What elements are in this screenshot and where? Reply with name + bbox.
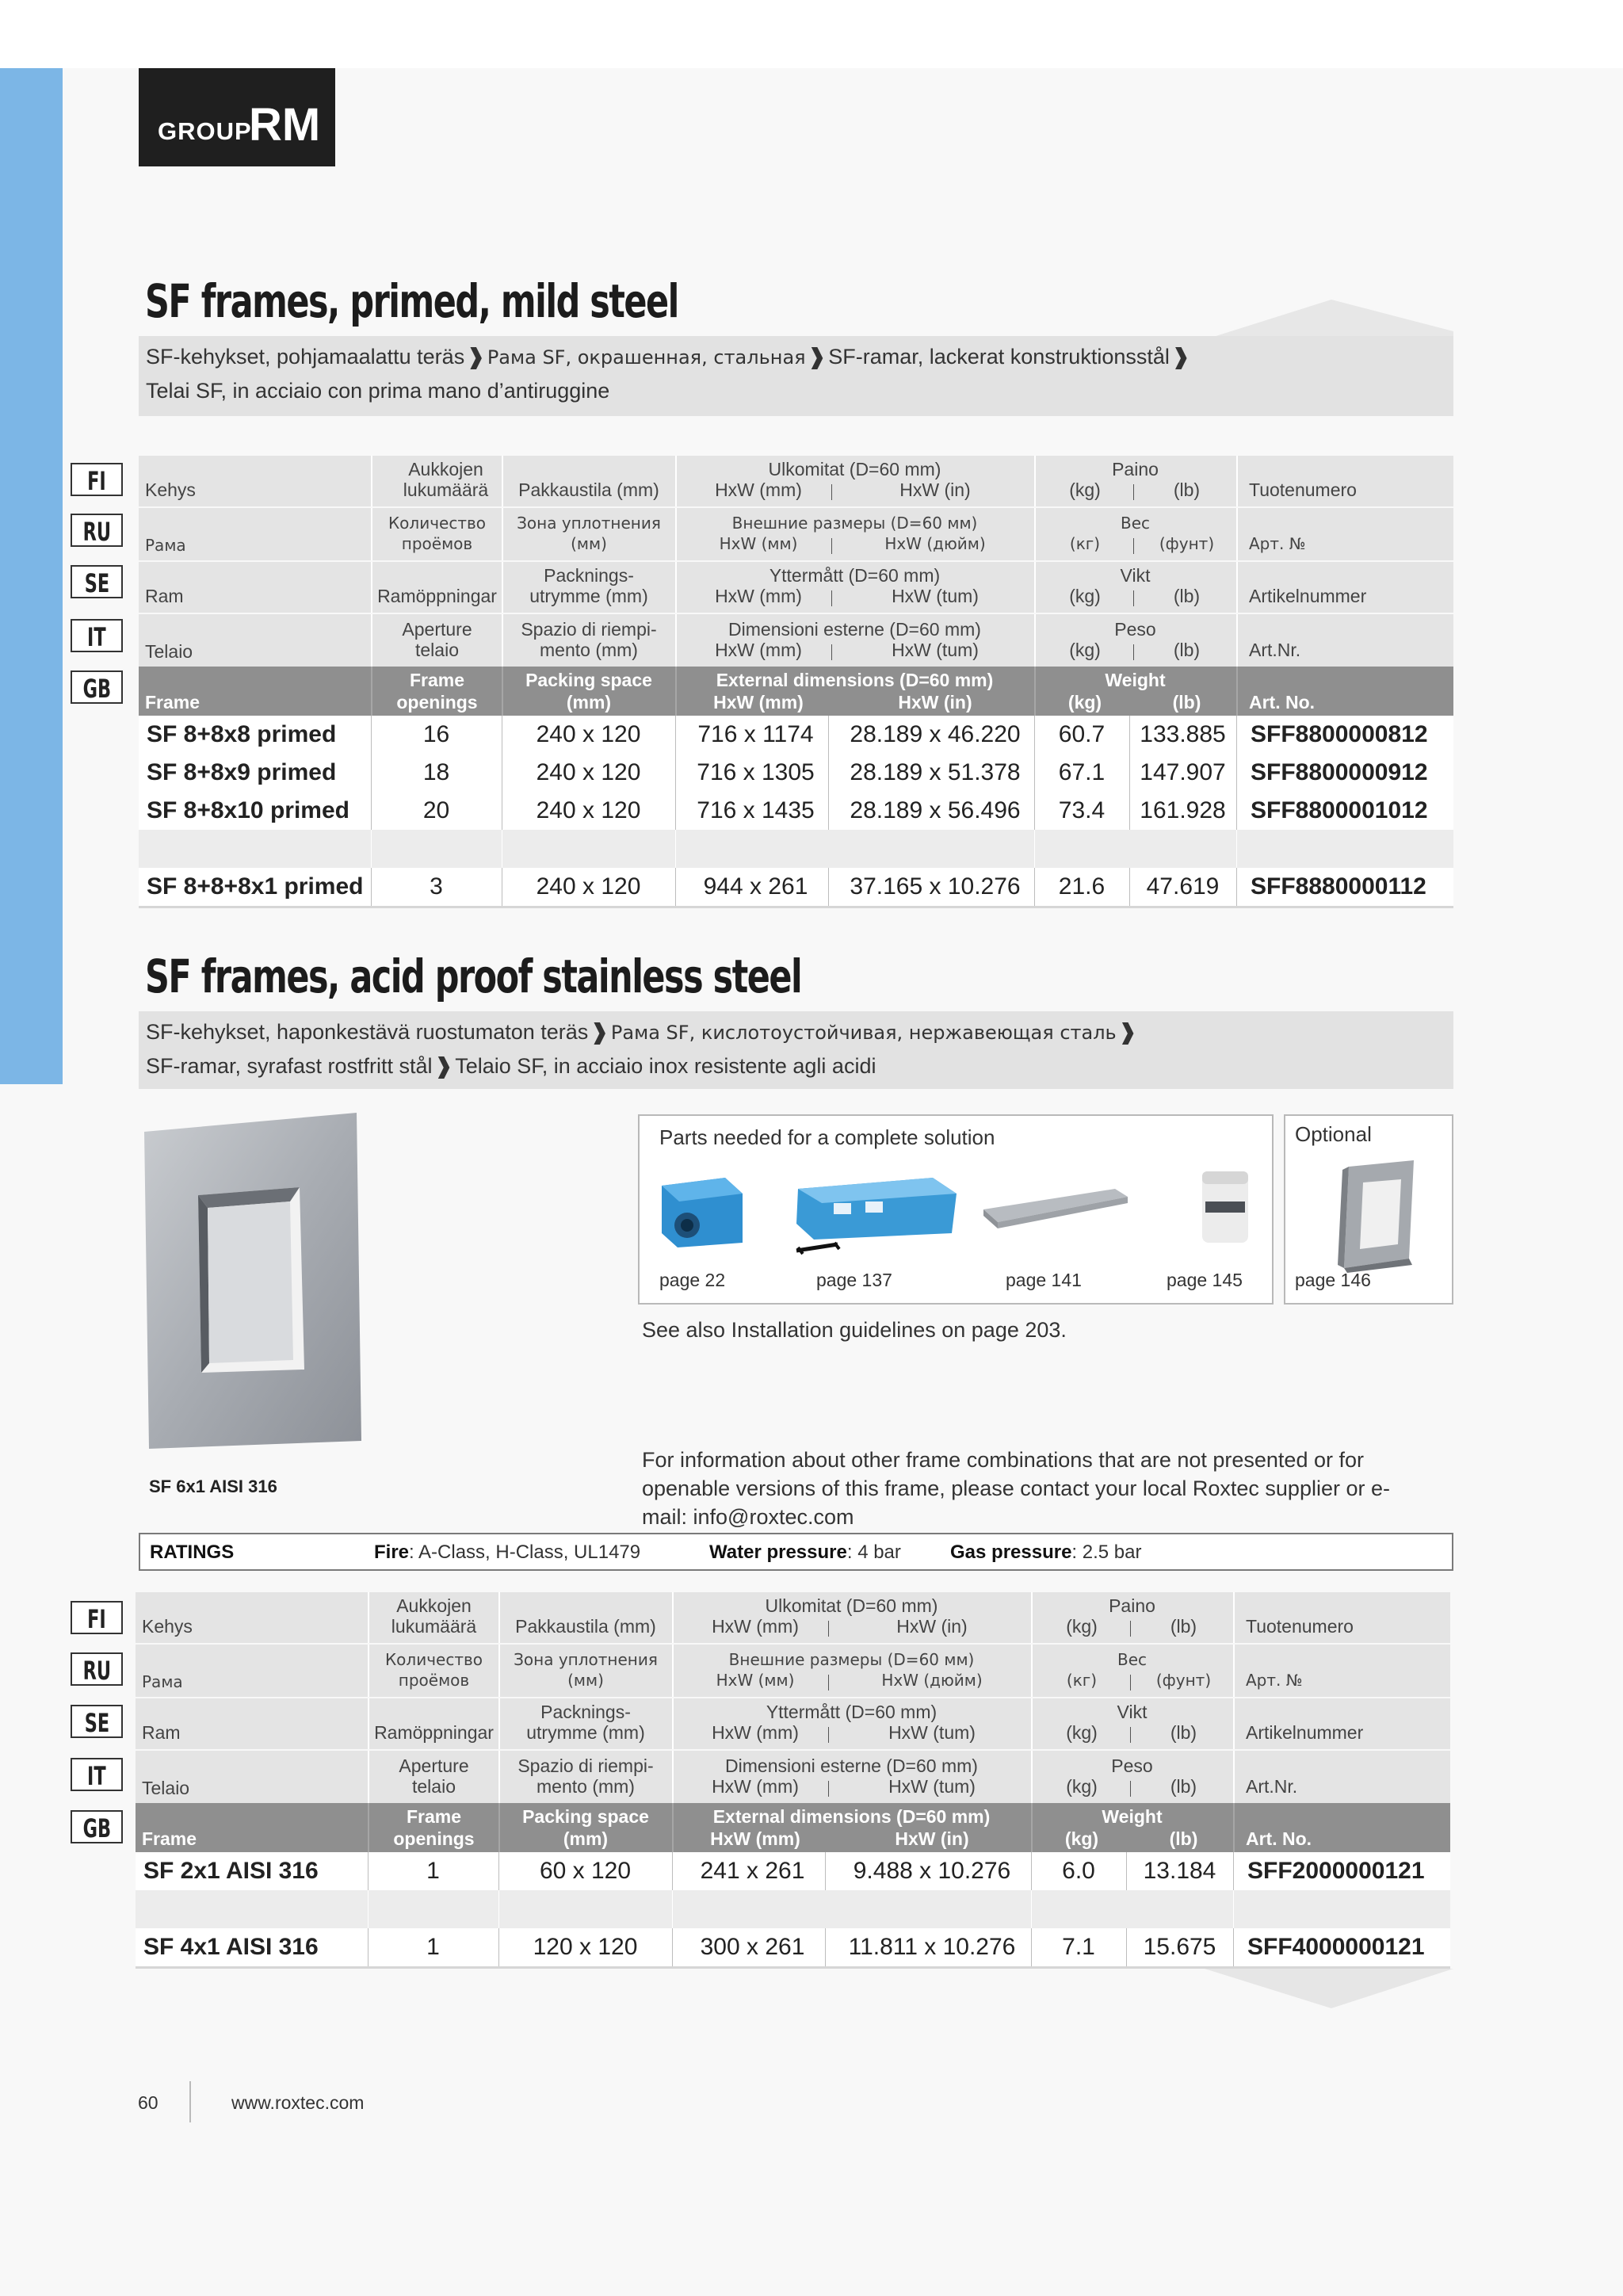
hdr-packing: Pakkaustila (mm) [518, 479, 659, 500]
hdr-frame: Telaio [142, 1778, 190, 1798]
hdr-hxw-in: HxW (in) [898, 692, 972, 712]
lubricant-jar-icon [1194, 1163, 1258, 1251]
part-page-2: page 137 [816, 1270, 892, 1290]
separator-icon: ❱ [434, 1054, 453, 1078]
cell-art: SFF4000000121 [1247, 1934, 1425, 1960]
header-row-fi [139, 456, 1453, 506]
hdr-kg: (kg) [1064, 1828, 1099, 1849]
cell-name: SF 8+8x8 primed [147, 721, 337, 747]
separator-icon: ❱ [467, 345, 485, 369]
hdr-hxw-mm: HxW (mm) [715, 640, 802, 660]
header-row-fi [136, 1592, 1450, 1643]
hdr-hxw-in: HxW (дюйм) [884, 534, 986, 553]
lang-ru: RU [71, 1652, 123, 1686]
cell-lb: 15.675 [1143, 1934, 1216, 1960]
cell-kg: 21.6 [1058, 873, 1106, 900]
cell-hxw-in: 9.488 x 10.276 [853, 1858, 1011, 1884]
header-row-gb [136, 1803, 1450, 1852]
lang-se: SE [71, 1705, 123, 1738]
hdr-external: Ulkomitat (D=60 mm) [768, 459, 941, 479]
lang-gb: GB [71, 1810, 123, 1843]
cell-packing: 120 x 120 [533, 1934, 638, 1960]
hdr-openings-2: openings [396, 692, 478, 712]
section2-title: SF frames, acid proof stainless steel [145, 949, 802, 1003]
cell-lb: 47.619 [1146, 873, 1220, 900]
subtitle-it: Telai SF, in acciaio con prima mano d’antiruggine [146, 379, 610, 403]
separator-icon: ❱ [1171, 345, 1190, 369]
hdr-kg: (kg) [1067, 692, 1102, 712]
header-row-se [139, 562, 1453, 613]
cell-hxw-mm: 944 x 261 [703, 873, 808, 900]
hdr-hxw-in: HxW (дюйм) [881, 1671, 983, 1690]
cell-openings: 16 [422, 721, 450, 747]
hdr-frame: Ram [142, 1722, 181, 1743]
cell-openings: 1 [426, 1934, 440, 1960]
hdr-kg: (kg) [1066, 1776, 1098, 1797]
table-row [136, 1852, 1450, 1890]
cell-lb: 13.184 [1143, 1858, 1216, 1884]
section1-subtitle [146, 340, 1193, 407]
hdr-openings-2: openings [393, 1828, 475, 1849]
hdr-openings-2: проёмов [401, 534, 473, 553]
hdr-art: Арт. № [1246, 1671, 1303, 1690]
table-row-spacer [136, 1890, 1450, 1928]
hdr-packing-1: Зона уплотнения [514, 1650, 658, 1669]
hdr-hxw-mm: HxW (mm) [715, 586, 802, 606]
separator-icon: ❱ [1118, 1020, 1137, 1044]
part-page-1: page 22 [659, 1270, 726, 1290]
hdr-kg: (kg) [1069, 640, 1101, 660]
hdr-frame: Рама [142, 1672, 183, 1691]
cell-hxw-in: 28.189 x 56.496 [850, 797, 1021, 823]
hdr-packing-1: Packing space [525, 670, 652, 690]
hdr-hxw-mm: HxW (mm) [713, 692, 804, 712]
ratings-label: RATINGS [150, 1541, 235, 1563]
hdr-hxw-in: HxW (tum) [892, 640, 979, 660]
cell-packing: 240 x 120 [536, 721, 641, 747]
lang-fi: FI [71, 1601, 123, 1634]
hdr-weight: Peso [1111, 1755, 1153, 1776]
cell-kg: 60.7 [1058, 721, 1106, 747]
optional-frame-icon [1331, 1156, 1426, 1274]
hdr-art: Tuotenumero [1249, 479, 1357, 500]
hdr-lb: (lb) [1173, 479, 1201, 500]
hdr-packing-2: mento (mm) [540, 640, 638, 660]
hdr-hxw-mm: HxW (mm) [712, 1616, 799, 1637]
rating-water: Water pressure: 4 bar [709, 1541, 901, 1563]
hdr-art: Арт. № [1249, 534, 1306, 553]
hdr-lb: (фунт) [1155, 1671, 1212, 1690]
parts-box [638, 1114, 1274, 1305]
hdr-kg: (kg) [1069, 586, 1101, 606]
hdr-packing-2: utrymme (mm) [526, 1722, 645, 1743]
ratings-bar [139, 1533, 1453, 1571]
cell-art: SFF8800000812 [1251, 721, 1428, 747]
table-row [136, 1928, 1450, 1966]
hdr-art: Artikelnummer [1249, 586, 1367, 606]
part-page-3: page 141 [1006, 1270, 1082, 1290]
hdr-art: Art.Nr. [1246, 1776, 1298, 1797]
subtitle-fi: SF-kehykset, pohjamaalattu teräs [146, 345, 465, 369]
hdr-lb: (фунт) [1159, 534, 1215, 553]
cell-openings: 3 [430, 873, 443, 900]
hdr-art: Art. No. [1246, 1828, 1312, 1849]
optional-box [1284, 1114, 1453, 1305]
hdr-external: Dimensioni esterne (D=60 mm) [725, 1755, 978, 1776]
hdr-hxw-in: HxW (in) [895, 1828, 969, 1849]
lang-it: IT [71, 619, 123, 652]
table-row [139, 754, 1453, 792]
hdr-external: Yttermått (D=60 mm) [766, 1702, 938, 1722]
hdr-packing-2: (мм) [571, 534, 607, 553]
hdr-openings-2: Ramöppningar [374, 1722, 494, 1743]
header-row-se [136, 1698, 1450, 1749]
hdr-lb: (lb) [1170, 1722, 1197, 1743]
cell-hxw-in: 28.189 x 46.220 [850, 721, 1021, 747]
cell-hxw-mm: 716 x 1435 [697, 797, 815, 823]
group-tag [139, 68, 335, 166]
header-row-it [136, 1751, 1450, 1803]
parts-title: Parts needed for a complete solution [659, 1125, 995, 1149]
hdr-kg: (kg) [1066, 1616, 1098, 1637]
hdr-hxw-in: HxW (tum) [888, 1776, 976, 1797]
footer-url[interactable]: www.roxtec.com [231, 2092, 365, 2113]
subtitle-se: SF-ramar, syrafast rostfritt stål [146, 1054, 433, 1078]
hdr-lb: (lb) [1170, 1776, 1197, 1797]
hdr-frame: Frame [142, 1828, 197, 1849]
cell-packing: 60 x 120 [539, 1858, 632, 1884]
cell-name: SF 8+8+8x1 primed [147, 873, 364, 900]
blue-side-band [0, 68, 63, 1084]
hdr-frame: Рама [145, 536, 186, 555]
cell-openings: 18 [422, 759, 450, 785]
hdr-art: Artikelnummer [1246, 1722, 1364, 1743]
cell-kg: 67.1 [1058, 759, 1106, 785]
footer-divider [189, 2081, 191, 2122]
hdr-art: Tuotenumero [1246, 1616, 1354, 1637]
subtitle-ru: Рама SF, кислотоустойчивая, нержавеющая сталь [610, 1022, 1117, 1044]
cell-hxw-mm: 241 x 261 [700, 1858, 805, 1884]
hdr-lb: (lb) [1170, 1616, 1197, 1637]
cell-lb: 147.907 [1140, 759, 1226, 785]
hdr-openings-1: Количество [388, 514, 486, 533]
hdr-weight: Paino [1112, 459, 1159, 479]
cell-hxw-mm: 300 x 261 [700, 1934, 805, 1960]
photo-caption: SF 6x1 AISI 316 [149, 1477, 277, 1496]
decor-wedge-bottom [1205, 1969, 1458, 2008]
hdr-packing-2: (mm) [563, 1828, 609, 1849]
hdr-hxw-mm: HxW (mm) [710, 1828, 800, 1849]
cell-packing: 240 x 120 [536, 759, 641, 785]
hdr-hxw-in: HxW (in) [896, 1616, 968, 1637]
hdr-external: Внешние размеры (D=60 мм) [731, 514, 978, 533]
cell-hxw-mm: 716 x 1174 [697, 721, 814, 747]
hdr-packing-1: Packnings- [544, 565, 634, 586]
cell-art: SFF8880000112 [1251, 873, 1426, 900]
hdr-packing-1: Зона уплотнения [517, 514, 661, 533]
hdr-packing-1: Spazio di riempi- [517, 1755, 654, 1776]
hdr-packing-2: (mm) [566, 692, 612, 712]
hdr-kg: (кг) [1069, 534, 1101, 553]
subtitle-se: SF-ramar, lackerat konstruktionsstål [828, 345, 1170, 369]
subtitle-it: Telaio SF, in acciaio inox resistente agli acidi [455, 1054, 876, 1078]
cell-lb: 133.885 [1140, 721, 1226, 747]
hdr-lb: (lb) [1169, 1828, 1198, 1849]
header-row-it [139, 614, 1453, 667]
hdr-openings-2: lukumäärä [403, 479, 489, 500]
hdr-external: External dimensions (D=60 mm) [716, 670, 994, 690]
page-number: 60 [138, 2092, 158, 2113]
subtitle-ru: Рама SF, окрашенная, стальная [487, 346, 806, 369]
hdr-openings-1: Aperture [399, 1755, 469, 1776]
hdr-hxw-in: HxW (tum) [892, 586, 979, 606]
hdr-weight: Paino [1109, 1595, 1155, 1616]
lang-gb: GB [71, 670, 123, 704]
separator-icon: ❱ [590, 1020, 609, 1044]
hdr-weight: Weight [1105, 670, 1166, 690]
cell-hxw-in: 37.165 x 10.276 [850, 873, 1021, 900]
hdr-weight: Vikt [1117, 1702, 1148, 1722]
hdr-weight: Вес [1117, 1650, 1148, 1669]
cell-art: SFF8800000912 [1251, 759, 1428, 785]
hdr-art: Art.Nr. [1249, 640, 1301, 660]
lang-fi: FI [71, 463, 123, 496]
stayplate-icon [980, 1178, 1131, 1241]
part-page-4: page 145 [1167, 1270, 1243, 1290]
cell-hxw-in: 28.189 x 51.378 [850, 759, 1021, 785]
cell-name: SF 2x1 AISI 316 [143, 1858, 319, 1884]
hdr-lb: (lb) [1172, 692, 1201, 712]
transit-frame-icon [654, 1170, 749, 1249]
hdr-openings-1: Aukkojen [408, 459, 483, 479]
rating-fire: Fire: A-Class, H-Class, UL1479 [374, 1541, 641, 1563]
hdr-hxw-mm: HxW (mm) [712, 1722, 799, 1743]
table-row [139, 868, 1453, 906]
hdr-hxw-mm: HxW (mm) [712, 1776, 799, 1797]
hdr-packing-2: mento (mm) [537, 1776, 635, 1797]
hdr-packing-1: Packnings- [540, 1702, 631, 1722]
hdr-openings-1: Frame [409, 670, 465, 690]
group-code: RM [249, 99, 321, 151]
info-text: For information about other frame combinations that are not presented or for openable versions of this frame, please contact your local Roxtec supplier or e-mail: info@roxtec.com [642, 1448, 1390, 1529]
hdr-external: Dimensioni esterne (D=60 mm) [728, 619, 981, 640]
table-row [139, 792, 1453, 830]
header-row-gb [139, 667, 1453, 716]
hdr-weight: Weight [1102, 1806, 1163, 1827]
hdr-frame: Kehys [145, 479, 196, 500]
multidiameter-module-icon [790, 1171, 964, 1259]
hdr-hxw-mm: HxW (mm) [715, 479, 802, 500]
hdr-packing: Pakkaustila (mm) [515, 1616, 656, 1637]
hdr-weight: Вес [1120, 514, 1151, 533]
hdr-kg: (кг) [1066, 1671, 1098, 1690]
hdr-openings-2: Ramöppningar [377, 586, 497, 606]
hdr-external: Ulkomitat (D=60 mm) [765, 1595, 938, 1616]
hdr-packing-1: Packing space [522, 1806, 649, 1827]
hdr-kg: (kg) [1069, 479, 1101, 500]
cell-packing: 240 x 120 [536, 873, 641, 900]
cell-art: SFF2000000121 [1247, 1858, 1425, 1884]
hdr-openings-2: telaio [412, 1776, 456, 1797]
hdr-hxw-mm: HxW (мм) [716, 1671, 795, 1690]
hdr-openings-1: Количество [384, 1650, 483, 1669]
hdr-lb: (lb) [1173, 640, 1201, 660]
cell-openings: 20 [422, 797, 450, 823]
hdr-packing-1: Spazio di riempi- [521, 619, 657, 640]
hdr-kg: (kg) [1066, 1722, 1098, 1743]
hdr-packing-2: utrymme (mm) [529, 586, 648, 606]
hdr-openings-1: Aukkojen [396, 1595, 472, 1616]
hdr-weight: Peso [1114, 619, 1156, 640]
section2-subtitle [146, 1015, 1139, 1083]
hdr-openings-2: telaio [415, 640, 459, 660]
rating-gas: Gas pressure: 2.5 bar [950, 1541, 1142, 1563]
cell-hxw-in: 11.811 x 10.276 [848, 1934, 1016, 1960]
section1-title: SF frames, primed, mild steel [145, 274, 678, 328]
lang-se: SE [71, 565, 123, 598]
optional-page: page 146 [1295, 1270, 1371, 1290]
hdr-openings-1: Frame [406, 1806, 462, 1827]
hdr-frame: Telaio [145, 641, 193, 662]
lang-it: IT [71, 1758, 123, 1791]
cell-name: SF 8+8x10 primed [147, 797, 349, 823]
cell-packing: 240 x 120 [536, 797, 641, 823]
cell-openings: 1 [426, 1858, 440, 1884]
cell-kg: 6.0 [1062, 1858, 1095, 1884]
hdr-hxw-in: HxW (tum) [888, 1722, 976, 1743]
separator-icon: ❱ [808, 345, 827, 369]
hdr-weight: Vikt [1120, 565, 1151, 586]
hdr-openings-2: проёмов [398, 1671, 470, 1690]
cell-kg: 7.1 [1062, 1934, 1095, 1960]
sf-frame-photo [135, 1108, 365, 1458]
cell-art: SFF8800001012 [1251, 797, 1428, 823]
hdr-lb: (lb) [1173, 586, 1201, 606]
hdr-hxw-mm: HxW (мм) [719, 534, 798, 553]
group-word: GROUP [158, 117, 252, 145]
hdr-external: External dimensions (D=60 mm) [712, 1806, 991, 1827]
hdr-openings-1: Aperture [402, 619, 472, 640]
cell-lb: 161.928 [1140, 797, 1226, 823]
cell-hxw-mm: 716 x 1305 [697, 759, 815, 785]
cell-kg: 73.4 [1058, 797, 1106, 823]
cell-name: SF 4x1 AISI 316 [143, 1934, 319, 1960]
table-row [139, 716, 1453, 754]
hdr-frame: Kehys [142, 1616, 193, 1637]
optional-title: Optional [1295, 1122, 1372, 1146]
hdr-external: Yttermått (D=60 mm) [769, 565, 941, 586]
hdr-frame: Ram [145, 586, 184, 606]
table-row-spacer [139, 830, 1453, 868]
see-also-text: See also Installation guidelines on page 203. [642, 1318, 1067, 1342]
lang-ru: RU [71, 514, 123, 547]
hdr-frame: Frame [145, 692, 200, 712]
cell-name: SF 8+8x9 primed [147, 759, 337, 785]
header-row-ru [136, 1645, 1450, 1697]
hdr-external: Внешние размеры (D=60 мм) [728, 1650, 975, 1669]
hdr-openings-2: lukumäärä [391, 1616, 477, 1637]
hdr-packing-2: (мм) [567, 1671, 604, 1690]
hdr-hxw-in: HxW (in) [899, 479, 971, 500]
hdr-art: Art. No. [1249, 692, 1316, 712]
header-row-ru [139, 508, 1453, 560]
subtitle-fi: SF-kehykset, haponkestävä ruostumaton teräs [146, 1020, 589, 1044]
